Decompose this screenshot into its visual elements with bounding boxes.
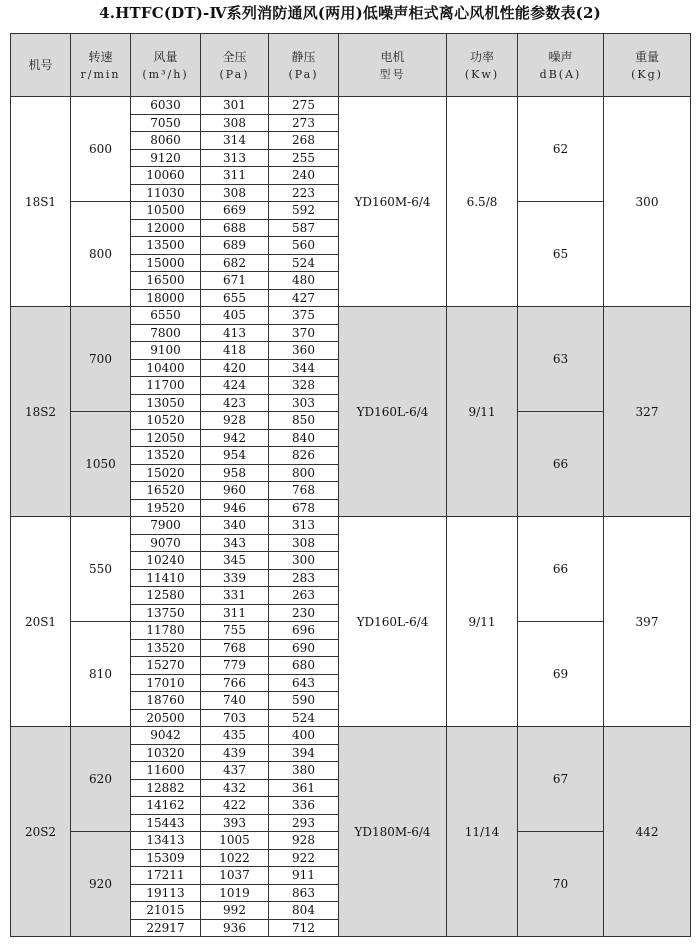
airflow-cell: 13520: [131, 447, 201, 465]
total-pressure-cell: 339: [201, 569, 269, 587]
static-pressure-cell: 394: [269, 744, 339, 762]
noise-cell: 69: [518, 622, 604, 727]
static-pressure-cell: 840: [269, 429, 339, 447]
static-pressure-cell: 592: [269, 202, 339, 220]
static-pressure-cell: 696: [269, 622, 339, 640]
header-static-pressure: 静压 (Pa): [269, 34, 339, 97]
total-pressure-cell: 405: [201, 307, 269, 325]
airflow-cell: 13750: [131, 604, 201, 622]
total-pressure-cell: 308: [201, 114, 269, 132]
total-pressure-cell: 779: [201, 657, 269, 675]
total-pressure-cell: 942: [201, 429, 269, 447]
airflow-cell: 9070: [131, 534, 201, 552]
table-body: [11, 97, 691, 937]
weight-cell: 397: [604, 517, 691, 727]
static-pressure-cell: 850: [269, 412, 339, 430]
static-pressure-cell: 911: [269, 867, 339, 885]
static-pressure-cell: 283: [269, 569, 339, 587]
total-pressure-cell: 311: [201, 167, 269, 185]
total-pressure-cell: 313: [201, 149, 269, 167]
total-pressure-cell: 311: [201, 604, 269, 622]
total-pressure-cell: 755: [201, 622, 269, 640]
total-pressure-cell: 439: [201, 744, 269, 762]
airflow-cell: 20500: [131, 709, 201, 727]
header-model: 机号: [11, 34, 71, 97]
static-pressure-cell: 400: [269, 727, 339, 745]
total-pressure-cell: 954: [201, 447, 269, 465]
total-pressure-cell: 689: [201, 237, 269, 255]
static-pressure-cell: 680: [269, 657, 339, 675]
airflow-cell: 15270: [131, 657, 201, 675]
motor-model-cell: YD160L-6/4: [339, 517, 447, 727]
static-pressure-cell: 300: [269, 552, 339, 570]
weight-cell: 327: [604, 307, 691, 517]
airflow-cell: 7800: [131, 324, 201, 342]
noise-cell: 63: [518, 307, 604, 412]
airflow-cell: 11410: [131, 569, 201, 587]
noise-cell: 70: [518, 832, 604, 937]
static-pressure-cell: 524: [269, 254, 339, 272]
airflow-cell: 17211: [131, 867, 201, 885]
power-cell: 9/11: [447, 517, 518, 727]
total-pressure-cell: 1022: [201, 849, 269, 867]
total-pressure-cell: 340: [201, 517, 269, 535]
header-speed: 转速 r/min: [71, 34, 131, 97]
speed-cell: 810: [71, 622, 131, 727]
total-pressure-cell: 393: [201, 814, 269, 832]
table-row: [11, 97, 691, 115]
airflow-cell: 10520: [131, 412, 201, 430]
static-pressure-cell: 480: [269, 272, 339, 290]
static-pressure-cell: 230: [269, 604, 339, 622]
total-pressure-cell: 703: [201, 709, 269, 727]
airflow-cell: 9042: [131, 727, 201, 745]
total-pressure-cell: 946: [201, 499, 269, 517]
fan-model-cell: 20S1: [11, 517, 71, 727]
noise-cell: 65: [518, 202, 604, 307]
header-airflow: 风量 (m³/h): [131, 34, 201, 97]
airflow-cell: 6030: [131, 97, 201, 115]
airflow-cell: 12580: [131, 587, 201, 605]
total-pressure-cell: 958: [201, 464, 269, 482]
static-pressure-cell: 293: [269, 814, 339, 832]
airflow-cell: 12050: [131, 429, 201, 447]
static-pressure-cell: 313: [269, 517, 339, 535]
total-pressure-cell: 413: [201, 324, 269, 342]
total-pressure-cell: 1019: [201, 884, 269, 902]
airflow-cell: 11780: [131, 622, 201, 640]
static-pressure-cell: 768: [269, 482, 339, 500]
weight-cell: 442: [604, 727, 691, 937]
airflow-cell: 22917: [131, 919, 201, 937]
airflow-cell: 7900: [131, 517, 201, 535]
noise-cell: 67: [518, 727, 604, 832]
airflow-cell: 11030: [131, 184, 201, 202]
total-pressure-cell: 1005: [201, 832, 269, 850]
table-row: [11, 517, 691, 535]
static-pressure-cell: 268: [269, 132, 339, 150]
power-cell: 6.5/8: [447, 97, 518, 307]
airflow-cell: 10500: [131, 202, 201, 220]
static-pressure-cell: 255: [269, 149, 339, 167]
speed-cell: 800: [71, 202, 131, 307]
airflow-cell: 9100: [131, 342, 201, 360]
static-pressure-cell: 712: [269, 919, 339, 937]
airflow-cell: 12882: [131, 779, 201, 797]
noise-cell: 66: [518, 517, 604, 622]
static-pressure-cell: 263: [269, 587, 339, 605]
static-pressure-cell: 524: [269, 709, 339, 727]
airflow-cell: 7050: [131, 114, 201, 132]
total-pressure-cell: 928: [201, 412, 269, 430]
airflow-cell: 15020: [131, 464, 201, 482]
airflow-cell: 6550: [131, 307, 201, 325]
total-pressure-cell: 423: [201, 394, 269, 412]
static-pressure-cell: 344: [269, 359, 339, 377]
airflow-cell: 16520: [131, 482, 201, 500]
static-pressure-cell: 690: [269, 639, 339, 657]
speed-cell: 920: [71, 832, 131, 937]
static-pressure-cell: 375: [269, 307, 339, 325]
total-pressure-cell: 682: [201, 254, 269, 272]
total-pressure-cell: 669: [201, 202, 269, 220]
airflow-cell: 13500: [131, 237, 201, 255]
power-cell: 11/14: [447, 727, 518, 937]
total-pressure-cell: 331: [201, 587, 269, 605]
static-pressure-cell: 427: [269, 289, 339, 307]
total-pressure-cell: 655: [201, 289, 269, 307]
motor-model-cell: YD180M-6/4: [339, 727, 447, 937]
total-pressure-cell: 768: [201, 639, 269, 657]
total-pressure-cell: 314: [201, 132, 269, 150]
airflow-cell: 10060: [131, 167, 201, 185]
static-pressure-cell: 360: [269, 342, 339, 360]
table-row: [11, 307, 691, 325]
table-row: [11, 727, 691, 745]
static-pressure-cell: 643: [269, 674, 339, 692]
airflow-cell: 13050: [131, 394, 201, 412]
airflow-cell: 17010: [131, 674, 201, 692]
static-pressure-cell: 308: [269, 534, 339, 552]
speed-cell: 1050: [71, 412, 131, 517]
header-power: 功率 (Kw): [447, 34, 518, 97]
static-pressure-cell: 223: [269, 184, 339, 202]
static-pressure-cell: 273: [269, 114, 339, 132]
performance-table: [10, 33, 691, 937]
total-pressure-cell: 418: [201, 342, 269, 360]
airflow-cell: 13413: [131, 832, 201, 850]
fan-model-cell: 18S1: [11, 97, 71, 307]
header-motor: 电机 型号: [339, 34, 447, 97]
static-pressure-cell: 275: [269, 97, 339, 115]
static-pressure-cell: 928: [269, 832, 339, 850]
header-row: [11, 34, 691, 97]
total-pressure-cell: 437: [201, 762, 269, 780]
total-pressure-cell: 936: [201, 919, 269, 937]
airflow-cell: 8060: [131, 132, 201, 150]
total-pressure-cell: 422: [201, 797, 269, 815]
airflow-cell: 15000: [131, 254, 201, 272]
static-pressure-cell: 804: [269, 902, 339, 920]
airflow-cell: 18760: [131, 692, 201, 710]
airflow-cell: 13520: [131, 639, 201, 657]
total-pressure-cell: 435: [201, 727, 269, 745]
static-pressure-cell: 380: [269, 762, 339, 780]
airflow-cell: 19520: [131, 499, 201, 517]
fan-model-cell: 18S2: [11, 307, 71, 517]
total-pressure-cell: 766: [201, 674, 269, 692]
static-pressure-cell: 678: [269, 499, 339, 517]
airflow-cell: 15309: [131, 849, 201, 867]
static-pressure-cell: 560: [269, 237, 339, 255]
total-pressure-cell: 688: [201, 219, 269, 237]
airflow-cell: 11600: [131, 762, 201, 780]
static-pressure-cell: 826: [269, 447, 339, 465]
total-pressure-cell: 740: [201, 692, 269, 710]
speed-cell: 600: [71, 97, 131, 202]
airflow-cell: 21015: [131, 902, 201, 920]
total-pressure-cell: 424: [201, 377, 269, 395]
page-title: 4.HTFC(DT)-Ⅳ系列消防通风(两用)低噪声柜式离心风机性能参数表(2): [99, 4, 601, 22]
airflow-cell: 14162: [131, 797, 201, 815]
airflow-cell: 19113: [131, 884, 201, 902]
airflow-cell: 11700: [131, 377, 201, 395]
total-pressure-cell: 432: [201, 779, 269, 797]
static-pressure-cell: 922: [269, 849, 339, 867]
airflow-cell: 10400: [131, 359, 201, 377]
static-pressure-cell: 303: [269, 394, 339, 412]
power-cell: 9/11: [447, 307, 518, 517]
header-weight: 重量 (Kg): [604, 34, 691, 97]
total-pressure-cell: 308: [201, 184, 269, 202]
airflow-cell: 10240: [131, 552, 201, 570]
static-pressure-cell: 370: [269, 324, 339, 342]
noise-cell: 62: [518, 97, 604, 202]
speed-cell: 550: [71, 517, 131, 622]
speed-cell: 620: [71, 727, 131, 832]
total-pressure-cell: 301: [201, 97, 269, 115]
static-pressure-cell: 361: [269, 779, 339, 797]
static-pressure-cell: 863: [269, 884, 339, 902]
airflow-cell: 12000: [131, 219, 201, 237]
static-pressure-cell: 587: [269, 219, 339, 237]
static-pressure-cell: 328: [269, 377, 339, 395]
speed-cell: 700: [71, 307, 131, 412]
header-noise: 噪声 dB(A): [518, 34, 604, 97]
static-pressure-cell: 800: [269, 464, 339, 482]
header-total-pressure: 全压 (Pa): [201, 34, 269, 97]
motor-model-cell: YD160M-6/4: [339, 97, 447, 307]
airflow-cell: 10320: [131, 744, 201, 762]
static-pressure-cell: 590: [269, 692, 339, 710]
airflow-cell: 16500: [131, 272, 201, 290]
noise-cell: 66: [518, 412, 604, 517]
airflow-cell: 9120: [131, 149, 201, 167]
airflow-cell: 18000: [131, 289, 201, 307]
total-pressure-cell: 671: [201, 272, 269, 290]
total-pressure-cell: 1037: [201, 867, 269, 885]
total-pressure-cell: 992: [201, 902, 269, 920]
total-pressure-cell: 960: [201, 482, 269, 500]
total-pressure-cell: 345: [201, 552, 269, 570]
motor-model-cell: YD160L-6/4: [339, 307, 447, 517]
weight-cell: 300: [604, 97, 691, 307]
total-pressure-cell: 343: [201, 534, 269, 552]
total-pressure-cell: 420: [201, 359, 269, 377]
static-pressure-cell: 336: [269, 797, 339, 815]
airflow-cell: 15443: [131, 814, 201, 832]
static-pressure-cell: 240: [269, 167, 339, 185]
fan-model-cell: 20S2: [11, 727, 71, 937]
